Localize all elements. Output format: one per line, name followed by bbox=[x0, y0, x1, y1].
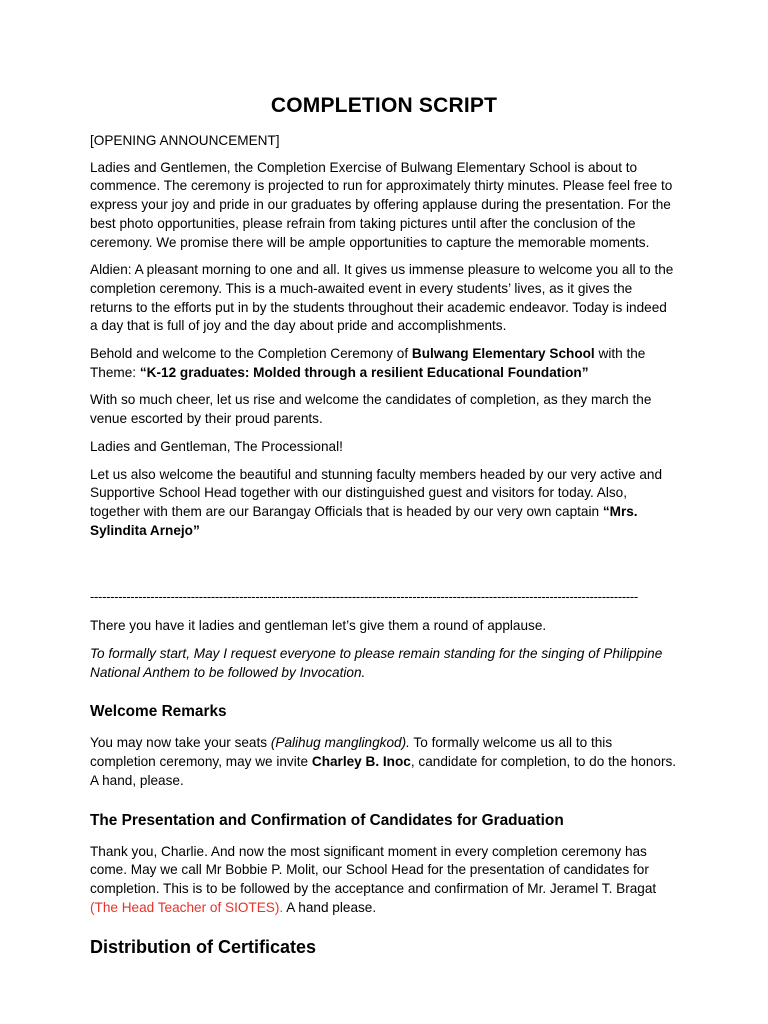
head-teacher-note: (The Head Teacher of SIOTES). bbox=[90, 899, 284, 915]
welcome-italic-note: (Palihug manglingkod). bbox=[270, 735, 410, 751]
presentation-text: Thank you, Charlie. And now the most significant moment in every completion ceremony has come. May we call Mr Bobbie P. Molit, our School Head for the presentation of candidates for completion. This is to be followed by the acceptance and confirmation of Mr. Jeramel T. Bragat bbox=[90, 843, 657, 896]
welcome-speaker-name: Charley B. Inoc bbox=[311, 754, 411, 770]
document-title: COMPLETION SCRIPT bbox=[270, 94, 498, 117]
behold-text-start: Behold and welcome to the Completion Ceremony of bbox=[90, 346, 412, 362]
school-name: Bulwang Elementary School bbox=[411, 346, 595, 362]
aldien-paragraph: Aldien: A pleasant morning to one and all. It gives us immense pleasure to welcome you all to the completion ceremony. This is a much-awaited event in every students’ lives, as it gives the returns to the efforts put in by the students throughout their academic endeavor. Today is indeed a day that is full of joy and the day about pride and accomplishments. bbox=[90, 262, 674, 334]
presentation-heading: The Presentation and Confirmation of Candidates for Graduation bbox=[90, 811, 564, 829]
ceremony-theme: “K-12 graduates: Molded through a resilient Educational Foundation” bbox=[139, 364, 589, 380]
anthem-paragraph bbox=[90, 645, 678, 682]
welcome-text-end: , candidate for completion, to do the honors. A hand, please. bbox=[90, 754, 677, 788]
anthem-text: To formally start, May I request everyone to please remain standing for the singing of Philippine National Anthem to be followed by Invocation. bbox=[90, 646, 663, 680]
distribution-heading: Distribution of Certificates bbox=[90, 937, 317, 958]
welcome-remarks-heading: Welcome Remarks bbox=[90, 703, 227, 721]
cheer-paragraph: With so much cheer, let us rise and welcome the candidates of completion, as they march the venue escorted by their proud parents. bbox=[90, 392, 652, 427]
welcome-paragraph bbox=[90, 734, 678, 790]
captain-name: “Mrs. Sylindita Arnejo” bbox=[90, 503, 638, 538]
behold-paragraph bbox=[90, 345, 678, 382]
dashed-separator: ---------------------------------------------------------------------------------------------------------------------------------------- bbox=[90, 589, 638, 605]
presentation-text-end: A hand please. bbox=[283, 899, 377, 915]
processional-paragraph: Ladies and Gentleman, The Processional! bbox=[90, 438, 343, 454]
faculty-paragraph bbox=[90, 466, 678, 541]
welcome-text-start: You may now take your seats bbox=[90, 735, 271, 751]
applause-paragraph: There you have it ladies and gentleman let’s give them a round of applause. bbox=[90, 618, 547, 634]
intro-paragraph: Ladies and Gentlemen, the Completion Exercise of Bulwang Elementary School is about to commence. The ceremony is projected to run for approximately thirty minutes. Please feel free to express your joy and pride in our graduates by offering applause during the presentation. For the best photo opportunities, please refrain from taking pictures until after the conclusion of the ceremony. We promise there will be ample opportunities to capture the memorable moments. bbox=[90, 159, 673, 250]
opening-announcement-tag: [OPENING ANNOUNCEMENT] bbox=[90, 133, 280, 148]
behold-text-mid: with the Theme: bbox=[90, 346, 646, 380]
faculty-text: Let us also welcome the beautiful and stunning faculty members headed by our very active and Supportive School Head together with our distinguished guest and visitors for today. Also, together with them are our Barangay Officials that is headed by our very own captain bbox=[90, 466, 663, 519]
presentation-paragraph bbox=[90, 843, 678, 918]
welcome-text-mid: To formally welcome us all to this completion ceremony, may we invite bbox=[90, 735, 613, 770]
